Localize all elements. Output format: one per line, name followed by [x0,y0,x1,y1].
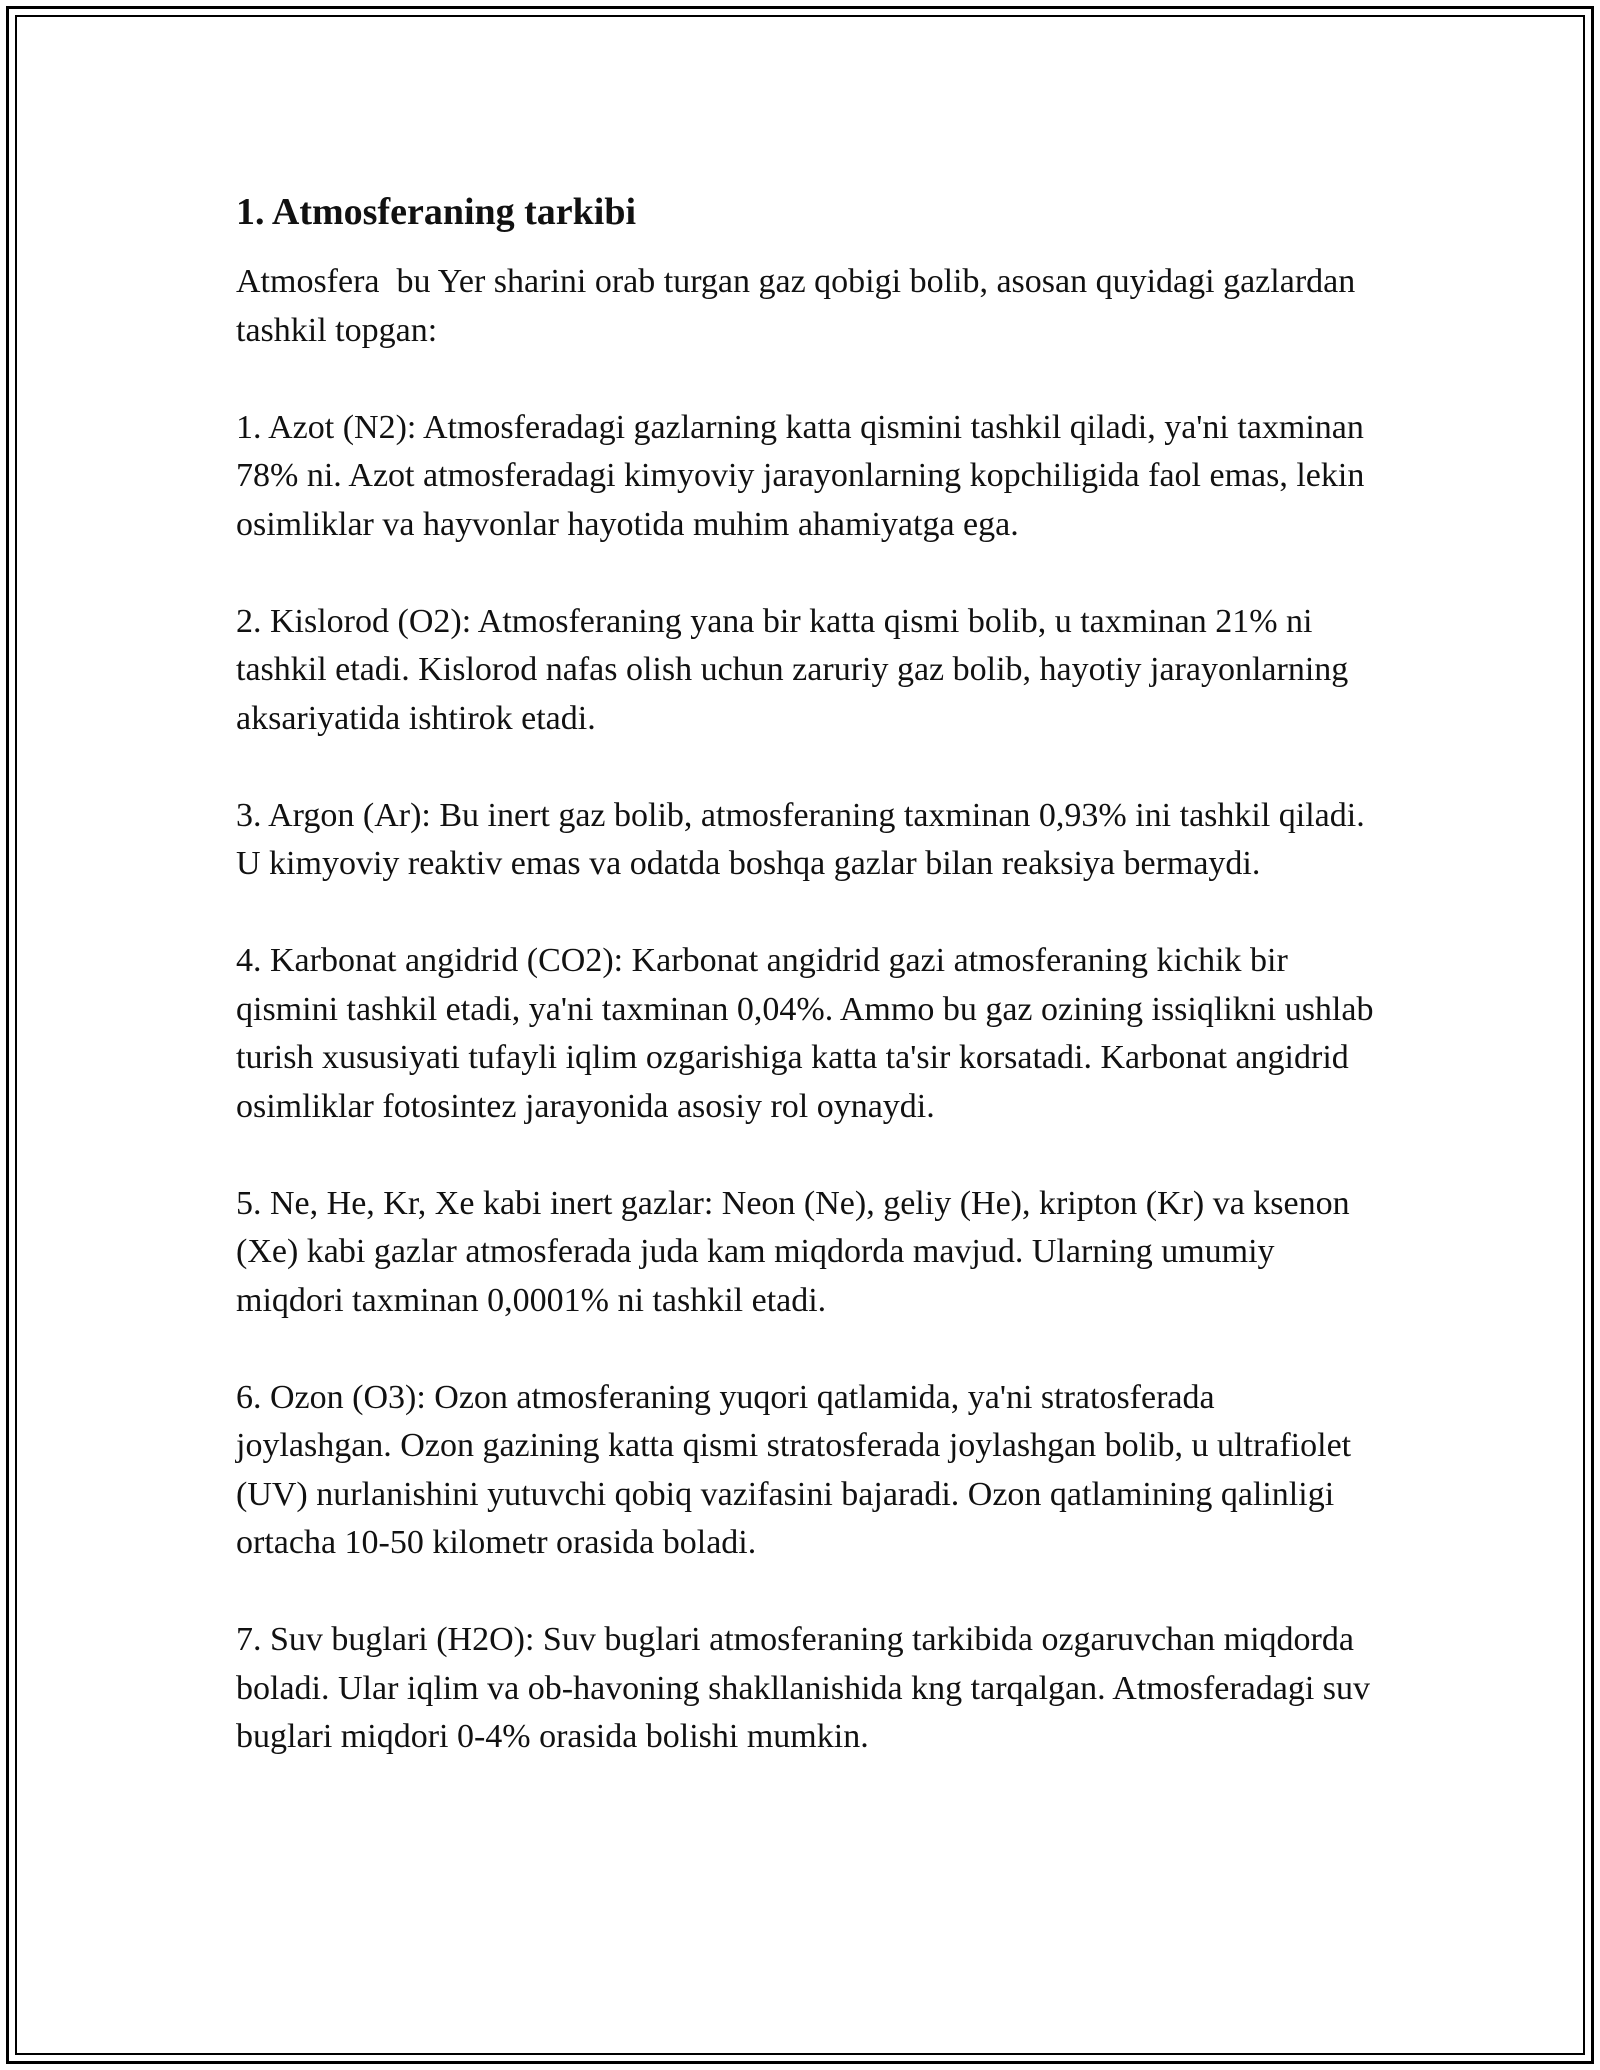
item-karbonat-angidrid: 4. Karbonat angidrid (CO2): Karbonat angidrid gazi atmosferaning kichik bir qismini tashkil etadi, ya'ni taxminan 0,04%. Ammo bu gaz ozining issiqlikni ushlab turish xususiyati tufayli iqlim ozgarishiga katta ta'sir korsatadi. Karbonat angidrid osimliklar fotosintez jarayonida asosiy rol oynaydi. [236,942,1382,1125]
item-argon: 3. Argon (Ar): Bu inert gaz bolib, atmosferaning taxminan 0,93% ini tashkil qiladi. U kimyoviy reaktiv emas va odatda boshqa gazlar bilan reaksiya bermaydi. [236,796,1374,882]
item-inert-gazlar: 5. Ne, He, Kr, Xe kabi inert gazlar: Neon (Ne), geliy (He), kripton (Kr) va ksenon (Xe) kabi gazlar atmosferada juda kam miqdorda mavjud. Ularning umumiy miqdori taxminan 0,0001% ni tashkil etadi. [236,1184,1359,1319]
item-azot: 1. Azot (N2): Atmosferadagi gazlarning katta qismini tashkil qiladi, ya'ni taxminan 78% ni. Azot atmosferadagi kimyoviy jarayonlarning kopchiligida faol emas, lekin osimliklar va hayvonlar hayotida muhim ahamiyatga ega. [236,408,1373,543]
intro-paragraph: Atmosfera bu Yer sharini orab turgan gaz qobigi bolib, asosan quyidagi gazlardan tashkil topgan: [236,263,1364,349]
item-ozon: 6. Ozon (O3): Ozon atmosferaning yuqori qatlamida, ya'ni stratosferada joylashgan. Ozon gazining katta qismi stratosferada joylashgan bolib, u ultrafiolet (UV) nurlanishini yutuvchi qobiq vazifasini bajaradi. Ozon qatlamining qalinligi ortacha 10-50 kilometr orasida boladi. [236,1378,1360,1561]
document-title: 1. Atmosferaning tarkibi [236,191,637,233]
item-suv-buglari: 7. Suv buglari (H2O): Suv buglari atmosferaning tarkibida ozgaruvchan miqdorda boladi. Ular iqlim va ob-havoning shakllanishida kng tarqalgan. Atmosferadagi suv buglari miqdori 0-4% orasida bolishi mumkin. [236,1621,1379,1755]
item-kislorod: 2. Kislorod (O2): Atmosferaning yana bir katta qismi bolib, u taxminan 21% ni tashkil etadi. Kislorod nafas olish uchun zaruriy gaz bolib, hayotiy jarayonlarning aksariyatida ishtirok etadi. [236,602,1357,737]
document-body [236,186,1382,1810]
